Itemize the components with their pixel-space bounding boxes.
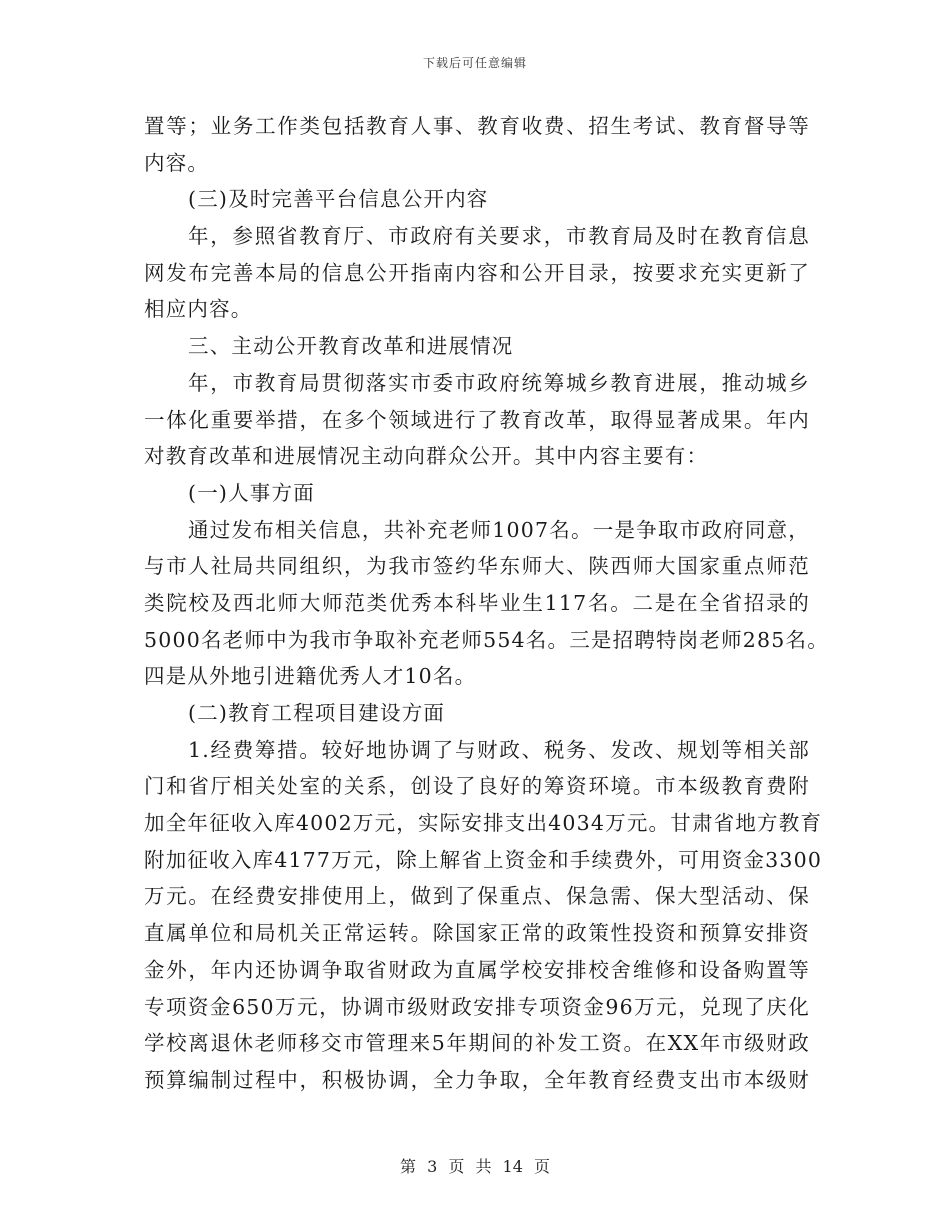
paragraph-line: 置等；业务工作类包括教育人事、教育收费、招生考试、教育督导等 (144, 114, 810, 138)
page-header-note: 下载后可任意编辑 (422, 56, 527, 70)
paragraph-line: 5000名老师中为我市争取补充老师554名。三是招聘特岗老师285名。 (144, 627, 829, 652)
paragraph-line: 万元。在经费安排使用上，做到了保重点、保急需、保大型活动、保 (144, 884, 810, 909)
paragraph-line: 相应内容。 (144, 297, 253, 322)
paragraph-line: 四是从外地引进籍优秀人才10名。 (144, 664, 477, 689)
paragraph-line: 年，参照省教育厅、市政府有关要求，市教育局及时在教育信息 (188, 224, 810, 249)
section-heading: 三、主动公开教育改革和进展情况 (188, 334, 514, 359)
section-heading: (二)教育工程项目建设方面 (188, 701, 446, 725)
paragraph-line: 内容。 (144, 150, 210, 175)
paragraph-line: 与市人社局共同组织，为我市签约华东师大、陕西师大国家重点师范 (144, 554, 810, 579)
paragraph-line: 预算编制过程中，积极协调，全力争取，全年教育经费支出市本级财 (144, 1067, 810, 1092)
paragraph-line: 门和省厅相关处室的关系，创设了良好的筹资环境。市本级教育费附 (144, 774, 810, 799)
paragraph-line: 对教育改革和进展情况主动向群众公开。其中内容主要有： (144, 444, 709, 469)
paragraph-line: 通过发布相关信息，共补充老师1007名。一是争取市政府同意， (188, 517, 810, 542)
paragraph-line: 1.经费筹措。较好地协调了与财政、税务、发改、规划等相关部 (188, 737, 810, 762)
page-number: 第 3 页 共 14 页 (400, 1157, 550, 1176)
paragraph-line: 类院校及西北师大师范类优秀本科毕业生117名。二是在全省招录的 (144, 590, 810, 615)
paragraph-line: 网发布完善本局的信息公开指南内容和公开目录，按要求充实更新了 (144, 260, 810, 285)
paragraph-line: 年，市教育局贯彻落实市委市政府统筹城乡教育进展，推动城乡 (188, 370, 810, 395)
document-body (144, 108, 829, 1099)
paragraph-line: 直属单位和局机关正常运转。除国家正常的政策性投资和预算安排资 (144, 921, 810, 946)
paragraph-line: 加全年征收入库4002万元，实际安排支出4034万元。甘肃省地方教育 (144, 811, 823, 836)
paragraph-line: 一体化重要举措，在多个领域进行了教育改革，取得显著成果。年内 (144, 407, 810, 432)
paragraph-line: 专项资金650万元，协调市级财政安排专项资金96万元，兑现了庆化 (144, 994, 810, 1019)
paragraph-line: 学校离退休老师移交市管理来5年期间的补发工资。在XX年市级财政 (144, 1031, 810, 1056)
paragraph-line: 附加征收入库4177万元，除上解省上资金和手续费外，可用资金3300 (144, 847, 823, 872)
paragraph-line: 金外，年内还协调争取省财政为直属学校安排校舍维修和设备购置等 (144, 957, 810, 982)
section-heading: (三)及时完善平台信息公开内容 (188, 187, 489, 212)
section-heading: (一)人事方面 (188, 480, 315, 505)
